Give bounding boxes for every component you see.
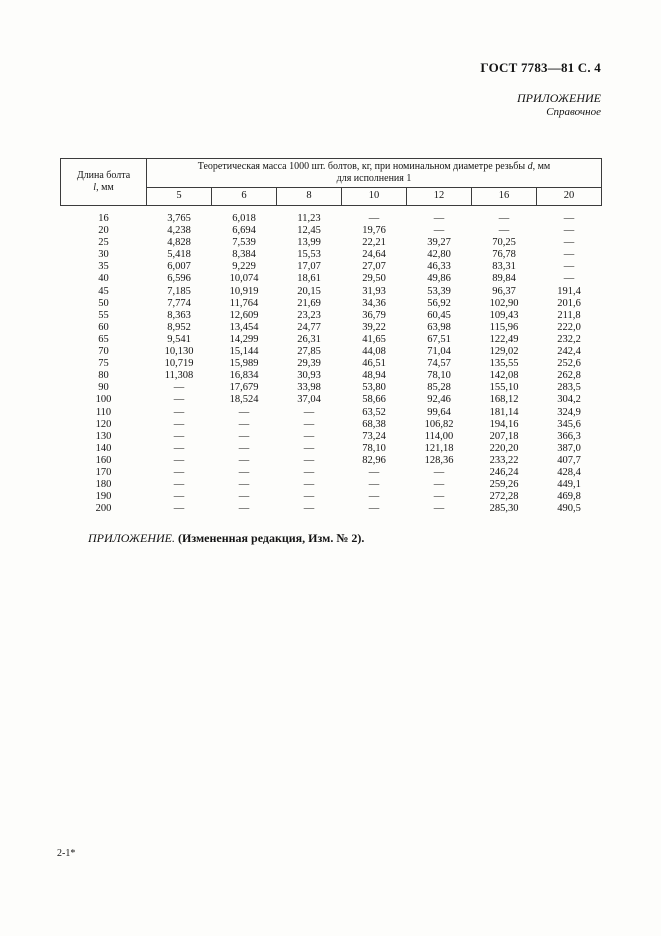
mass-value-cell: — [238, 430, 250, 442]
table-row [61, 443, 602, 455]
amendment-note-text: (Измененная редакция, Изм. № 2). [177, 531, 365, 545]
mass-value-cell: 71,04 [427, 346, 451, 358]
bolt-length-cell: 20 [98, 225, 109, 237]
mass-value-cell: 31,93 [362, 285, 386, 297]
bolt-length-cell: 200 [95, 503, 112, 515]
mass-value-cell: 68,38 [362, 418, 386, 430]
table-row [61, 286, 602, 298]
table-row [61, 358, 602, 370]
mass-value-cell: 246,24 [489, 466, 519, 478]
mass-value-cell: — [303, 466, 315, 478]
bolt-length-cell: 90 [98, 382, 109, 394]
mass-value-cell: 449,1 [557, 479, 581, 491]
bolt-length-cell: 45 [98, 285, 109, 297]
mass-value-cell: 122,49 [489, 333, 519, 345]
mass-value-cell: 129,02 [489, 346, 519, 358]
mass-value-cell: — [238, 466, 250, 478]
mass-value-cell: 78,10 [427, 370, 451, 382]
mass-value-cell: — [433, 213, 445, 224]
mass-value-cell: 9,229 [232, 261, 256, 273]
mass-value-cell: 283,5 [557, 382, 581, 394]
mass-value-cell: 85,28 [427, 382, 451, 394]
mass-value-cell: 387,0 [557, 442, 581, 454]
appendix-subtitle: Справочное [546, 106, 601, 118]
amendment-note-label: ПРИЛОЖЕНИЕ. [88, 531, 175, 545]
mass-value-cell: 56,92 [427, 297, 451, 309]
mass-value-cell: 18,61 [297, 273, 321, 285]
table-row [61, 479, 602, 491]
mass-value-cell: 20,15 [297, 285, 321, 297]
table-row [61, 310, 602, 322]
mass-value-cell: 233,22 [489, 454, 519, 466]
diameter-col-header: 16 [472, 188, 537, 206]
mass-value-cell: 259,26 [489, 479, 519, 491]
bolt-length-cell: 30 [98, 249, 109, 261]
theoretical-mass-header-part2: , мм [532, 161, 551, 172]
bolt-length-cell: 16 [98, 213, 109, 224]
mass-value-cell: — [563, 249, 575, 261]
mass-value-cell: 78,10 [362, 442, 386, 454]
mass-value-cell: — [433, 225, 445, 237]
mass-value-cell: 70,25 [492, 237, 516, 249]
mass-value-cell: — [433, 479, 445, 491]
mass-value-cell: 42,80 [427, 249, 451, 261]
table-row [61, 407, 602, 419]
mass-value-cell: — [173, 491, 185, 503]
mass-value-cell: 96,37 [492, 285, 516, 297]
mass-value-cell: 37,04 [297, 394, 321, 406]
bolt-length-cell: 160 [95, 454, 112, 466]
mass-value-cell: 15,144 [229, 346, 259, 358]
bolt-length-cell: 35 [98, 261, 109, 273]
mass-value-cell: 39,22 [362, 321, 386, 333]
bolt-length-cell: 25 [98, 237, 109, 249]
mass-value-cell: 48,94 [362, 370, 386, 382]
mass-value-cell: 63,98 [427, 321, 451, 333]
mass-value-cell: 114,00 [424, 430, 454, 442]
table-row [61, 206, 602, 226]
mass-value-cell: 262,8 [557, 370, 581, 382]
mass-value-cell: — [563, 237, 575, 249]
mass-value-cell: 15,989 [229, 358, 259, 370]
mass-value-cell: 33,98 [297, 382, 321, 394]
mass-value-cell: — [238, 418, 250, 430]
mass-value-cell: 92,46 [427, 394, 451, 406]
diameter-col-header: 10 [342, 188, 407, 206]
mass-value-cell: 7,539 [232, 237, 256, 249]
mass-value-cell: 428,4 [557, 466, 581, 478]
bolt-length-header [61, 159, 147, 206]
mass-value-cell: — [173, 418, 185, 430]
mass-value-cell: — [173, 442, 185, 454]
mass-value-cell: — [238, 479, 250, 491]
mass-value-cell: — [433, 466, 445, 478]
table-row [61, 503, 602, 515]
theoretical-mass-header-part1: Теоретическая масса 1000 шт. болтов, кг, при номинальном диаметре резьбы [197, 161, 528, 172]
mass-value-cell: 11,308 [164, 370, 194, 382]
mass-value-cell: 211,8 [557, 309, 581, 321]
mass-value-cell: 10,719 [164, 358, 194, 370]
mass-value-cell: 74,57 [427, 358, 451, 370]
mass-value-cell: 232,2 [557, 333, 581, 345]
mass-value-cell: 53,80 [362, 382, 386, 394]
mass-value-cell: — [368, 466, 380, 478]
bolt-length-cell: 190 [95, 491, 112, 503]
mass-value-cell: — [498, 225, 510, 237]
mass-value-cell: 13,454 [229, 321, 259, 333]
mass-value-cell: — [303, 491, 315, 503]
mass-value-cell: — [173, 503, 185, 515]
mass-value-cell: 168,12 [489, 394, 519, 406]
bolt-length-cell: 180 [95, 479, 112, 491]
mass-value-cell: 324,9 [557, 406, 581, 418]
bolt-length-cell: 130 [95, 430, 112, 442]
mass-value-cell: 15,53 [297, 249, 321, 261]
mass-value-cell: 142,08 [489, 370, 519, 382]
mass-value-cell: 76,78 [492, 249, 516, 261]
mass-value-cell: 27,07 [362, 261, 386, 273]
bolt-length-cell: 50 [98, 297, 109, 309]
bolt-length-cell: 55 [98, 309, 109, 321]
table-row [61, 370, 602, 382]
mass-value-cell: 220,20 [489, 442, 519, 454]
mass-value-cell: 13,99 [297, 237, 321, 249]
mass-value-cell: 4,828 [167, 237, 191, 249]
mass-value-cell: 181,14 [489, 406, 519, 418]
table-row [61, 394, 602, 406]
execution-note: для исполнения 1 [336, 173, 412, 184]
mass-value-cell: 11,764 [229, 297, 259, 309]
mass-value-cell: 115,96 [489, 321, 519, 333]
mass-value-cell: — [368, 491, 380, 503]
mass-value-cell: 490,5 [557, 503, 581, 515]
mass-value-cell: — [498, 213, 510, 224]
mass-value-cell: 345,6 [557, 418, 581, 430]
mass-value-cell: 17,679 [229, 382, 259, 394]
mass-value-cell: 21,69 [297, 297, 321, 309]
diameter-col-header: 5 [147, 188, 212, 206]
mass-value-cell: 3,765 [167, 213, 191, 224]
mass-value-cell: 23,23 [297, 309, 321, 321]
mass-value-cell: 6,018 [232, 213, 256, 224]
mass-value-cell: — [173, 466, 185, 478]
appendix-label: ПРИЛОЖЕНИЕ [517, 91, 601, 105]
bolt-length-cell: 40 [98, 273, 109, 285]
mass-value-cell: 82,96 [362, 454, 386, 466]
mass-value-cell: — [238, 454, 250, 466]
mass-value-cell: — [368, 503, 380, 515]
table-row [61, 322, 602, 334]
mass-value-cell: — [238, 406, 250, 418]
mass-value-cell: 4,238 [167, 225, 191, 237]
mass-value-cell: 60,45 [427, 309, 451, 321]
diameter-col-header: 6 [212, 188, 277, 206]
mass-value-cell: — [173, 394, 185, 406]
mass-value-cell: 24,64 [362, 249, 386, 261]
mass-value-cell: 34,36 [362, 297, 386, 309]
mass-value-cell: 242,4 [557, 346, 581, 358]
mass-value-cell: 16,834 [229, 370, 259, 382]
mass-value-cell: 469,8 [557, 491, 581, 503]
page-signature-mark: 2-1* [57, 848, 76, 859]
mass-value-cell: — [173, 454, 185, 466]
table-row [61, 467, 602, 479]
diameter-var: d [527, 161, 533, 172]
mass-value-cell: 6,007 [167, 261, 191, 273]
mass-value-cell: 39,27 [427, 237, 451, 249]
mass-value-cell: — [303, 418, 315, 430]
mass-value-cell: 46,51 [362, 358, 386, 370]
mass-value-cell: — [303, 406, 315, 418]
mass-value-cell: 366,3 [557, 430, 581, 442]
mass-value-cell: 7,185 [167, 285, 191, 297]
mass-value-cell: 106,82 [424, 418, 454, 430]
mass-value-cell: 207,18 [489, 430, 519, 442]
mass-value-cell: 29,50 [362, 273, 386, 285]
mass-value-cell: 27,85 [297, 346, 321, 358]
table-row [61, 249, 602, 261]
mass-value-cell: 14,299 [229, 333, 259, 345]
mass-value-cell: 285,30 [489, 503, 519, 515]
mass-value-cell: 22,21 [362, 237, 386, 249]
mass-table-container [60, 158, 602, 515]
mass-value-cell: — [563, 225, 575, 237]
mass-value-cell: — [238, 503, 250, 515]
bolt-length-cell: 170 [95, 466, 112, 478]
mass-value-cell: 58,66 [362, 394, 386, 406]
bolt-length-cell: 75 [98, 358, 109, 370]
mass-value-cell: 41,65 [362, 333, 386, 345]
mass-value-cell: 8,384 [232, 249, 256, 261]
mass-value-cell: 36,79 [362, 309, 386, 321]
mass-value-cell: 19,76 [362, 225, 386, 237]
mass-value-cell: 272,28 [489, 491, 519, 503]
mass-value-cell: — [173, 430, 185, 442]
mass-value-cell: 155,10 [489, 382, 519, 394]
mass-value-cell: 73,24 [362, 430, 386, 442]
bolt-length-cell: 110 [95, 406, 112, 418]
mass-value-cell: — [303, 503, 315, 515]
mass-value-cell: 407,7 [557, 454, 581, 466]
mass-value-cell: 30,93 [297, 370, 321, 382]
mass-value-cell: 18,524 [229, 394, 259, 406]
mass-value-cell: 128,36 [424, 454, 454, 466]
table-row [61, 334, 602, 346]
mass-value-cell: — [173, 479, 185, 491]
diameter-col-header: 20 [537, 188, 602, 206]
bolt-length-var: l [93, 182, 97, 193]
bolt-length-cell: 70 [98, 346, 109, 358]
mass-value-cell: 109,43 [489, 309, 519, 321]
table-row [61, 455, 602, 467]
mass-value-cell: 304,2 [557, 394, 581, 406]
mass-value-cell: 44,08 [362, 346, 386, 358]
bolt-length-cell: 120 [95, 418, 112, 430]
mass-value-cell: 11,23 [297, 213, 321, 224]
mass-table-body [61, 206, 602, 516]
diameter-col-header: 8 [277, 188, 342, 206]
mass-value-cell: — [368, 479, 380, 491]
mass-value-cell: 9,541 [167, 333, 191, 345]
mass-value-cell: 8,952 [167, 321, 191, 333]
table-row [61, 237, 602, 249]
bolt-length-header-line1: Длина болта [76, 170, 131, 181]
mass-value-cell: 12,45 [297, 225, 321, 237]
table-row [61, 261, 602, 273]
mass-value-cell: 191,4 [557, 285, 581, 297]
header-row-span [61, 159, 602, 188]
mass-value-cell: — [173, 382, 185, 394]
bolt-length-cell: 60 [98, 321, 109, 333]
mass-table-header [61, 159, 602, 206]
mass-value-cell: 121,18 [424, 442, 454, 454]
document-reference: ГОСТ 7783—81 С. 4 [480, 60, 601, 75]
bolt-length-cell: 80 [98, 370, 109, 382]
mass-value-cell: 135,55 [489, 358, 519, 370]
mass-value-cell: — [433, 503, 445, 515]
bolt-length-unit: , мм [96, 182, 114, 193]
mass-value-cell: 46,33 [427, 261, 451, 273]
mass-value-cell: — [563, 213, 575, 224]
table-row [61, 346, 602, 358]
mass-value-cell: 89,84 [492, 273, 516, 285]
mass-value-cell: 29,39 [297, 358, 321, 370]
mass-value-cell: — [303, 479, 315, 491]
mass-value-cell: 63,52 [362, 406, 386, 418]
mass-value-cell: 102,90 [489, 297, 519, 309]
mass-value-cell: 49,86 [427, 273, 451, 285]
mass-value-cell: 99,64 [427, 406, 451, 418]
mass-value-cell: 8,363 [167, 309, 191, 321]
mass-value-cell: 26,31 [297, 333, 321, 345]
mass-value-cell: 222,0 [557, 321, 581, 333]
mass-value-cell: 10,919 [229, 285, 259, 297]
mass-value-cell: 10,074 [229, 273, 259, 285]
mass-value-cell: 6,694 [232, 225, 256, 237]
mass-value-cell: 24,77 [297, 321, 321, 333]
table-row [61, 419, 602, 431]
mass-value-cell: 6,596 [167, 273, 191, 285]
table-row [61, 491, 602, 503]
theoretical-mass-header [147, 159, 602, 188]
table-row [61, 298, 602, 310]
mass-value-cell: 7,774 [167, 297, 191, 309]
table-row [61, 273, 602, 285]
mass-value-cell: — [563, 261, 575, 273]
mass-value-cell: 252,6 [557, 358, 581, 370]
table-row [61, 431, 602, 443]
mass-value-cell: 5,418 [167, 249, 191, 261]
diameter-col-header: 12 [407, 188, 472, 206]
mass-value-cell: 12,609 [229, 309, 259, 321]
mass-value-cell: — [238, 491, 250, 503]
mass-value-cell: — [238, 442, 250, 454]
table-row [61, 225, 602, 237]
mass-value-cell: 83,31 [492, 261, 516, 273]
mass-value-cell: — [368, 213, 380, 224]
mass-value-cell: — [173, 406, 185, 418]
mass-value-cell: 17,07 [297, 261, 321, 273]
mass-value-cell: — [303, 430, 315, 442]
mass-value-cell: — [303, 442, 315, 454]
bolt-length-cell: 140 [95, 442, 112, 454]
mass-value-cell: 53,39 [427, 285, 451, 297]
mass-value-cell: 194,16 [489, 418, 519, 430]
bolt-length-cell: 100 [95, 394, 112, 406]
mass-value-cell: — [433, 491, 445, 503]
table-row [61, 382, 602, 394]
mass-table [60, 158, 602, 515]
amendment-note [88, 531, 364, 546]
mass-value-cell: — [303, 454, 315, 466]
mass-value-cell: 10,130 [164, 346, 194, 358]
mass-value-cell: 67,51 [427, 333, 451, 345]
mass-value-cell: 201,6 [557, 297, 581, 309]
bolt-length-cell: 65 [98, 333, 109, 345]
mass-value-cell: — [563, 273, 575, 285]
